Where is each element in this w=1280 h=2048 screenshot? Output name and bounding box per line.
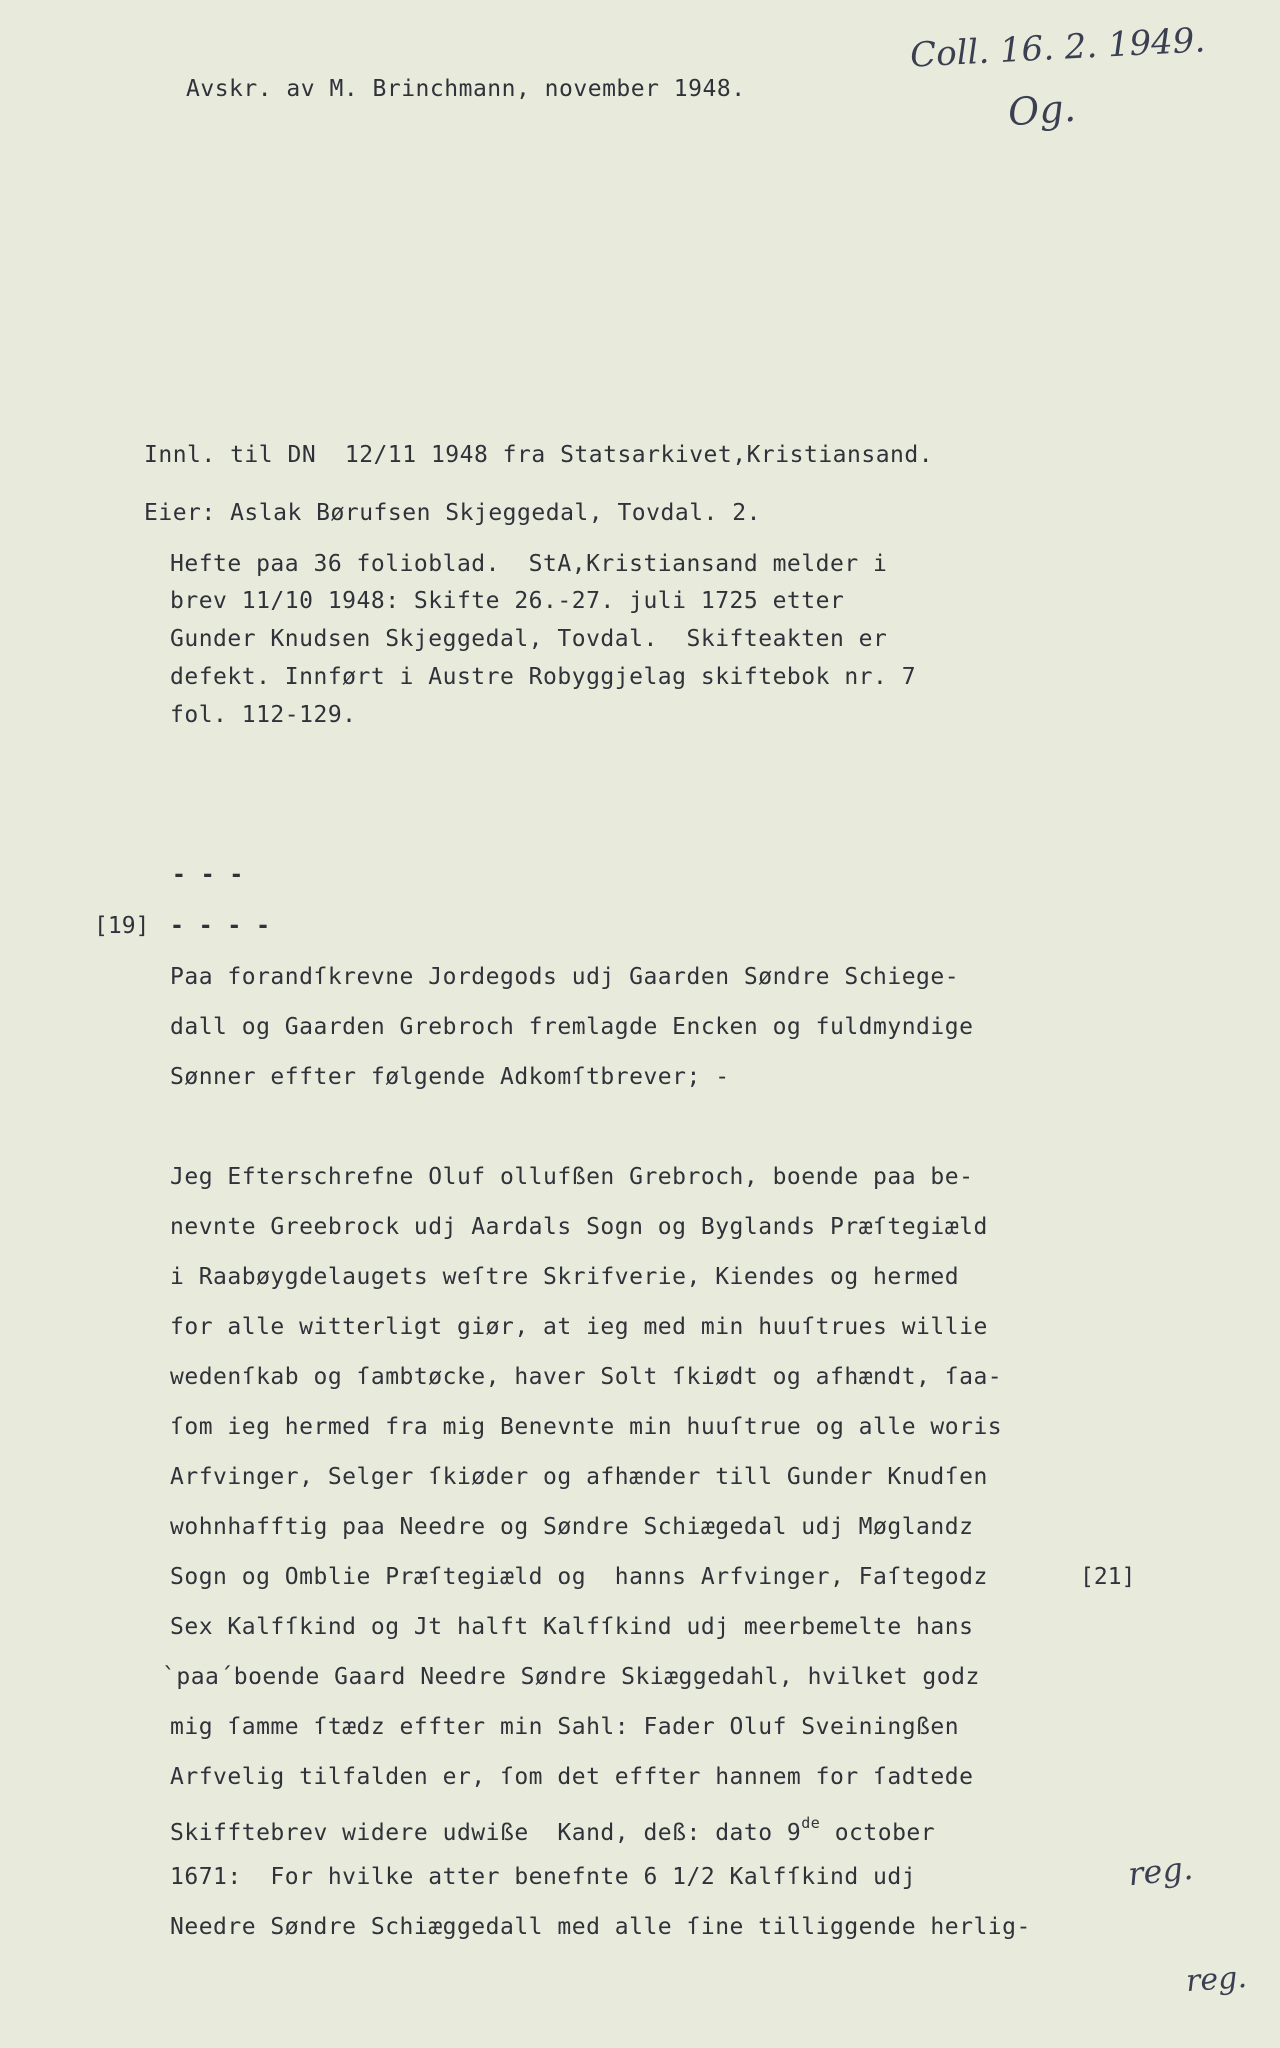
transcription-line: nevnte Greebrock udj Aardals Sogn og Byglands Præſtegiæld — [170, 1214, 988, 1240]
handwritten-collation-date: Coll. 16. 2. 1949. — [909, 20, 1207, 76]
transcription-line: 1671: For hvilke atter benefnte 6 1/2 Kalfſkind udj — [170, 1864, 917, 1890]
transcription-line: dall og Gaarden Grebroch fremlagde Encken og fuldmyndige — [170, 1014, 974, 1040]
page-reference-21: [21] — [1080, 1564, 1136, 1590]
transcription-line: wedenſkab og ſambtøcke, haver Solt ſkiødt og afhændt, ſaa- — [170, 1364, 1003, 1390]
transcription-line: Sogn og Omblie Præſtegiæld og hanns Arfvinger, Faſtegodz — [170, 1564, 988, 1590]
transcription-line: Arfvinger, Selger ſkiøder og afhænder till Gunder Knudſen — [170, 1464, 988, 1490]
transcription-line: `paa´boende Gaard Needre Søndre Skiæggedahl, hvilket godz — [162, 1664, 980, 1690]
omission-marker: - - - — [172, 862, 244, 888]
transcription-line: for alle witterligt giør, at ieg med min huuſtrues willie — [170, 1314, 988, 1340]
record-description-line: fol. 112-129. — [170, 702, 357, 728]
record-description-line: brev 11/10 1948: Skifte 26.-27. juli 1725 etter — [170, 588, 845, 614]
transcription-line: Needre Søndre Schiæggedall med alle ſine tilliggende herlig- — [170, 1914, 1031, 1940]
record-description-line: Gunder Knudsen Skjeggedal, Tovdal. Skifteakten er — [170, 626, 888, 652]
transcription-line-text: Skifftebrev widere udwiße Kand, deß: dato 9 — [170, 1820, 802, 1846]
transcription-line: Jeg Efterschrefne Oluf ollufßen Grebroch, boende paa be- — [170, 1164, 974, 1190]
transcription-line: i Raabøygdelaugets weſtre Skrifverie, Kiendes og hermed — [170, 1264, 960, 1290]
margin-annotation-reg: reg. — [1126, 1848, 1195, 1894]
transcription-line: mig ſamme ſtædz effter min Sahl: Fader Oluf Sveiningßen — [170, 1714, 960, 1740]
record-description-line: Hefte paa 36 folioblad. StA,Kristiansand melder i — [170, 551, 888, 577]
omission-marker: - - - - — [170, 913, 271, 939]
page-reference-19: [19] — [94, 913, 150, 939]
record-line-1: Innl. til DN 12/11 1948 fra Statsarkivet,Kristiansand. — [144, 442, 934, 468]
transcription-line: ſom ieg hermed fra mig Benevnte min huuſtrue og alle woris — [170, 1414, 1003, 1440]
record-line-2: Eier: Aslak Børufsen Skjeggedal, Tovdal. 2. — [144, 500, 761, 526]
handwritten-initials: Og. — [1006, 85, 1078, 135]
record-description-line: defekt. Innført i Austre Robyggjelag skiftebok nr. 7 — [170, 664, 917, 690]
margin-annotation-reg: reg. — [1184, 1959, 1248, 2000]
transcript-note: Avskr. av M. Brinchmann, november 1948. — [186, 76, 746, 102]
transcription-line: Paa forandſkrevne Jordegods udj Gaarden Søndre Schiege- — [170, 964, 960, 990]
transcription-line: Arfvelig tilfalden er, ſom det effter hannem for ſadtede — [170, 1764, 974, 1790]
date-superscript: de — [801, 1814, 821, 1832]
transcription-line: Sex Kalfſkind og Jt halft Kalfſkind udj meerbemelte hans — [170, 1614, 974, 1640]
transcription-line: Sønner effter følgende Adkomſtbrever; - — [170, 1064, 730, 1090]
date-tail: october — [820, 1820, 936, 1846]
transcription-line — [170, 1814, 935, 1846]
transcription-line: wohnhafftig paa Needre og Søndre Schiægedal udj Møglandz — [170, 1514, 974, 1540]
